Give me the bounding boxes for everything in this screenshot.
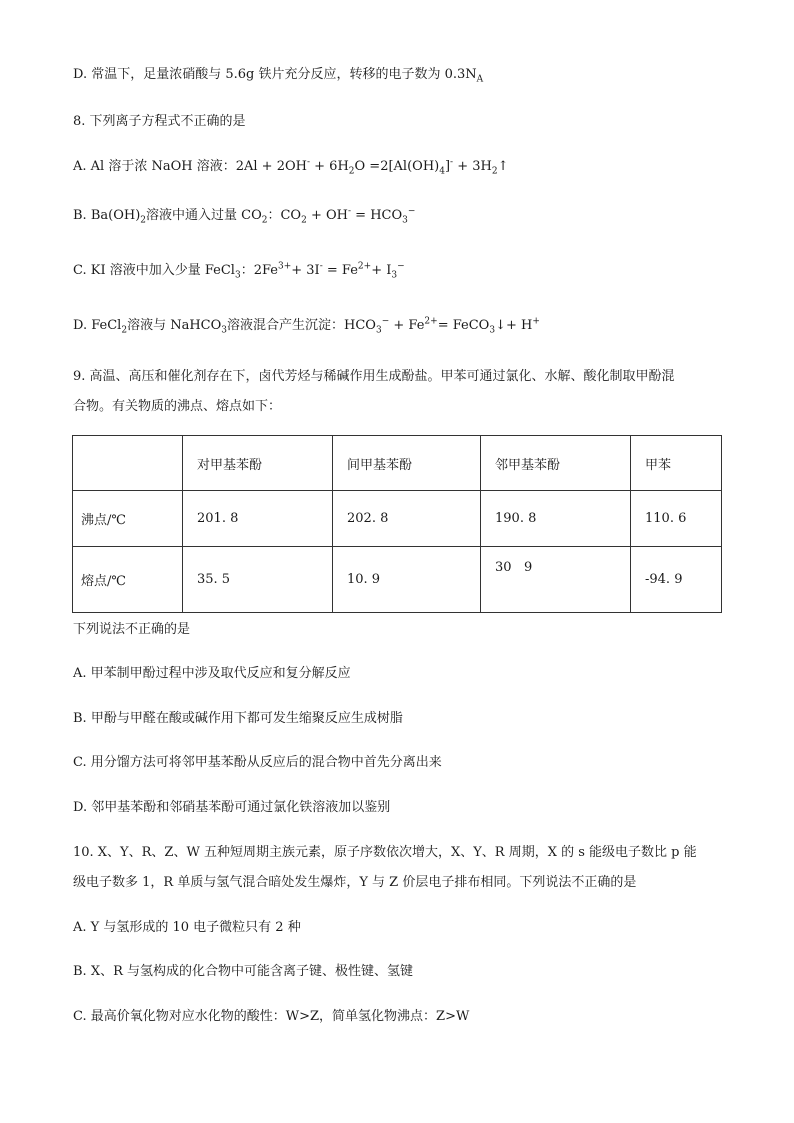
- q8-a-part: ↑: [497, 159, 509, 174]
- table-row-label: 熔点/℃: [73, 547, 183, 613]
- q8-d-part: = FeCO: [437, 318, 490, 333]
- table-cell: 110. 6: [631, 491, 722, 547]
- q8-b-sub: 3: [402, 215, 408, 226]
- q8-b-sub: 2: [140, 215, 146, 226]
- q7-option-d: [73, 66, 483, 84]
- table-header-row: [73, 436, 722, 491]
- q9-option-c: C. 用分馏方法可将邻甲基苯酚从反应后的混合物中首先分离出来: [73, 755, 442, 770]
- q9-stem-line1: 9. 高温、高压和催化剂存在下，卤代芳烃与稀碱作用生成酚盐。甲苯可通过氯化、水解、酸化制取甲酚混: [73, 369, 675, 384]
- table-cell: -94. 9: [631, 547, 722, 613]
- q8-c-sup: -: [319, 261, 323, 272]
- q8-option-c: [73, 262, 405, 280]
- q8-d-part: + Fe: [389, 318, 425, 333]
- q8-d-part: 溶液与 NaHCO: [127, 318, 222, 333]
- q10-stem-line1: 10. X、Y、R、Z、W 五种短周期主族元素，原子序数依次增大，X、Y、R 周期，X 的 s 能级电子数比 p 能: [73, 845, 697, 860]
- q8-option-a: [73, 158, 509, 176]
- q10-option-b: B. X、R 与氢构成的化合物中可能含离子键、极性键、氢键: [73, 964, 413, 979]
- table-header-cell: 对甲基苯酚: [183, 436, 333, 491]
- q8-a-part: + 6H: [310, 159, 349, 174]
- q9-option-b: B. 甲酚与甲醛在酸或碱作用下都可发生缩聚反应生成树脂: [73, 711, 403, 726]
- table-row-label: 沸点/℃: [73, 491, 183, 547]
- q8-a-sub: 2: [348, 166, 355, 177]
- q8-stem: 8. 下列离子方程式不正确的是: [73, 114, 246, 129]
- q8-d-sup: 2+: [424, 316, 438, 327]
- q8-d-part: 溶液混合产生沉淀：HCO: [227, 318, 376, 333]
- q10-stem-line2: 级电子数多 1，R 单质与氢气混合暗处发生爆炸，Y 与 Z 价层电子排布相同。下列说法不正确的是: [73, 875, 637, 890]
- q8-d-sub: 2: [121, 325, 128, 336]
- q8-b-part: ：CO: [267, 208, 302, 223]
- table-cell: 190. 8: [481, 491, 631, 547]
- q8-a-part: ]: [444, 159, 451, 174]
- q10-option-a: A. Y 与氢形成的 10 电子微粒只有 2 种: [73, 920, 301, 935]
- q8-c-sup: 2+: [357, 261, 372, 272]
- q9-option-d: D. 邻甲基苯酚和邻硝基苯酚可通过氯化铁溶液加以鉴别: [73, 800, 391, 815]
- q8-a-sup: -: [450, 157, 454, 168]
- table-cell: 30 9: [481, 547, 631, 613]
- q8-c-part: ：2Fe: [240, 263, 278, 278]
- q7-option-d-text: D. 常温下，足量浓硝酸与 5.6g 铁片充分反应，转移的电子数为 0.3N: [73, 67, 477, 82]
- q8-option-d: [73, 317, 540, 335]
- q8-d-sup: −: [381, 316, 390, 327]
- q8-a-part: A. Al 溶于浓 NaOH 溶液：2Al + 2OH: [73, 159, 307, 174]
- q7-option-d-subscript: A: [476, 74, 484, 85]
- q8-b-sup: -: [347, 206, 352, 217]
- q8-d-part: ↓+ H: [495, 318, 533, 333]
- q8-d-part: D. FeCl: [73, 318, 122, 333]
- q8-b-sub: 2: [301, 215, 307, 226]
- table-header-cell: 甲苯: [631, 436, 722, 491]
- q8-b-sup: −: [407, 206, 416, 217]
- q8-b-part: 溶液中通入过量 CO: [146, 208, 262, 223]
- q8-c-sup: −: [397, 261, 405, 272]
- q8-d-sub: 3: [221, 325, 228, 336]
- q8-c-part: + 3I: [291, 263, 320, 278]
- q8-c-sup: 3+: [277, 261, 292, 272]
- q8-b-sub: 2: [261, 215, 268, 226]
- q8-a-sup: -: [306, 157, 311, 168]
- q8-c-part: C. KI 溶液中加入少量 FeCl: [73, 263, 235, 278]
- q10-option-c: C. 最高价氧化物对应水化物的酸性：W>Z，简单氢化物沸点：Z>W: [73, 1009, 470, 1024]
- table-header-cell: 间甲基苯酚: [333, 436, 481, 491]
- q8-c-sub: 3: [391, 270, 398, 281]
- q8-a-part: + 3H: [453, 159, 492, 174]
- q8-c-part: = Fe: [322, 263, 358, 278]
- q9-option-a: A. 甲苯制甲酚过程中涉及取代反应和复分解反应: [73, 666, 351, 681]
- q8-c-part: + I: [371, 263, 392, 278]
- table-header-cell: [73, 436, 183, 491]
- table-cell: 202. 8: [333, 491, 481, 547]
- table-cell: 201. 8: [183, 491, 333, 547]
- q8-a-sub: 4: [439, 166, 445, 177]
- table-row: [73, 547, 722, 613]
- q8-d-sub: 3: [489, 325, 496, 336]
- q8-b-part: B. Ba(OH): [73, 208, 141, 223]
- properties-table: [72, 435, 722, 613]
- q9-question: 下列说法不正确的是: [73, 622, 191, 637]
- q8-option-b: [73, 207, 415, 225]
- q8-d-sub: 3: [375, 325, 382, 336]
- table-header-cell: 邻甲基苯酚: [481, 436, 631, 491]
- q8-b-part: + OH: [306, 208, 348, 223]
- table-cell: 10. 9: [333, 547, 481, 613]
- q8-a-part: O =2[Al(OH): [354, 159, 440, 174]
- table-row: [73, 491, 722, 547]
- q8-c-sub: 3: [234, 270, 241, 281]
- q8-a-sub: 2: [491, 166, 498, 177]
- q8-d-sup: +: [532, 316, 540, 327]
- q9-stem-line2: 合物。有关物质的沸点、熔点如下：: [73, 399, 282, 414]
- table-cell: 35. 5: [183, 547, 333, 613]
- q8-b-part: = HCO: [351, 208, 403, 223]
